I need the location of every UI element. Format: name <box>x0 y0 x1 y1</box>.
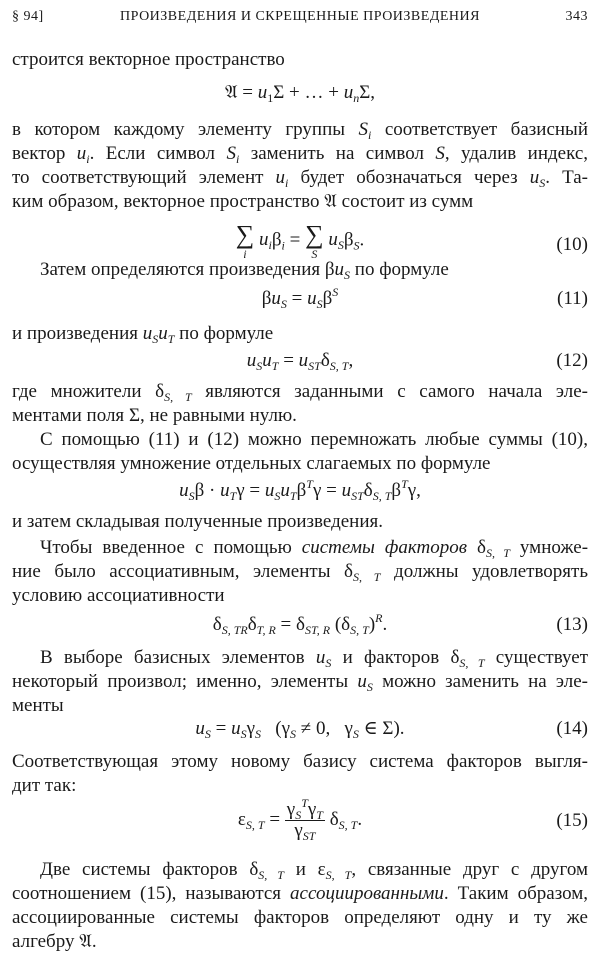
text-line: ким образом, векторное пространство 𝔄 состоит из сумм <box>12 191 474 212</box>
text-line: Затем определяются произведения $\beta u_S$ по формуле <box>40 259 449 282</box>
text-line: осуществляя умножение отдельных слагаемых по формуле <box>12 453 491 474</box>
text-line: Две системы факторов $\delta_{S, T}$ и $\varepsilon_{S, T}$, связанные друг с другом <box>40 859 589 882</box>
equation-number: (10) <box>556 234 588 255</box>
text-line: менты <box>12 695 64 716</box>
text-line: условию ассоциативности <box>12 585 225 606</box>
running-title: ПРОИЗВЕДЕНИЯ И СКРЕЩЕННЫЕ ПРОИЗВЕДЕНИЯ <box>120 9 480 24</box>
equation-12: $u_Su_T = u_{ST}\delta_{S, T}$, <box>246 350 354 373</box>
equation-10: ∑ i $u_i\beta_i$ = ∑ S $u_S\beta_S$. <box>235 220 365 261</box>
equation-algebra: 𝔄 = $u_1\Sigma$ + … + $u_n\Sigma$, <box>224 82 376 105</box>
text-line: то соответствующий элемент $u_i$ будет обозначаться через $u_S$. Та- <box>12 167 589 190</box>
equation-number: (12) <box>556 350 588 371</box>
text-line: вектор $u_i$. Если символ $S_i$ заменить на символ S, удалив индекс, <box>12 143 589 166</box>
text-line: строится векторное пространство <box>12 49 285 70</box>
running-header <box>12 9 588 31</box>
text-line: некоторый произвол; именно, элементы $u_S$ можно заменить на эле- <box>12 671 588 694</box>
equation-number: (13) <box>556 614 588 635</box>
equation-number: (14) <box>556 718 588 739</box>
text-line: ние было ассоциативным, элементы $\delta_{S, T}$ должны удовлетворять <box>12 561 589 584</box>
text-line: Соответствующая этому новому базису система факторов выгля- <box>12 751 588 772</box>
section-marker: § 94] <box>12 9 44 24</box>
equation-number: (11) <box>557 288 588 309</box>
page-number: 343 <box>565 9 588 24</box>
equation-15: $\varepsilon_{S, T}$ = $\frac{\gamma_S^T\gamma_T}{\gamma_{ST}}$ $\delta_{S, T}$. <box>237 796 363 844</box>
text-line: где множители $\delta_{S, T}$ являются заданными с самого начала эле- <box>12 381 588 404</box>
equation-13: $\delta_{S, TR}\delta_{T, R} = \delta_{ST, R}$ $(\delta_{S, T})^R$. <box>212 611 388 637</box>
text-line: и произведения $u_Su_T$ по формуле <box>12 323 274 346</box>
text-line: С помощью (11) и (12) можно перемножать любые суммы (10), <box>40 429 588 450</box>
equation-14: $u_S = u_S\gamma_S$ ($\gamma_S \ne 0$, $\gamma_S$ ∈ Σ). <box>195 718 405 741</box>
text-line: Чтобы введенное с помощью системы факторов $\delta_{S, T}$ умноже- <box>40 537 589 560</box>
text-line: ментами поля Σ, не равными нулю. <box>12 405 297 426</box>
text-line: и затем складывая полученные произведения. <box>12 511 384 532</box>
text-line: соотношением (15), называются ассоциированными. Таким образом, <box>12 883 589 904</box>
text-line: В выборе базисных элементов $u_S$ и факторов $\delta_{S, T}$ существует <box>40 647 589 670</box>
text-line: дит так: <box>12 775 77 796</box>
text-line: в котором каждому элементу группы $S_i$ соответствует базисный <box>12 119 588 142</box>
text-line: алгебру 𝔄. <box>12 931 97 952</box>
equation-11: $\beta u_S = u_S\beta^S$ <box>261 285 339 311</box>
equation-product: $u_S\beta \cdot u_T\gamma = u_Su_T\beta^T\gamma = u_{ST}\delta_{S, T}\beta^T\gamma$, <box>179 477 421 503</box>
text-line: ассоциированные системы факторов определяют одну и ту же <box>12 907 588 928</box>
equation-number: (15) <box>556 810 588 831</box>
